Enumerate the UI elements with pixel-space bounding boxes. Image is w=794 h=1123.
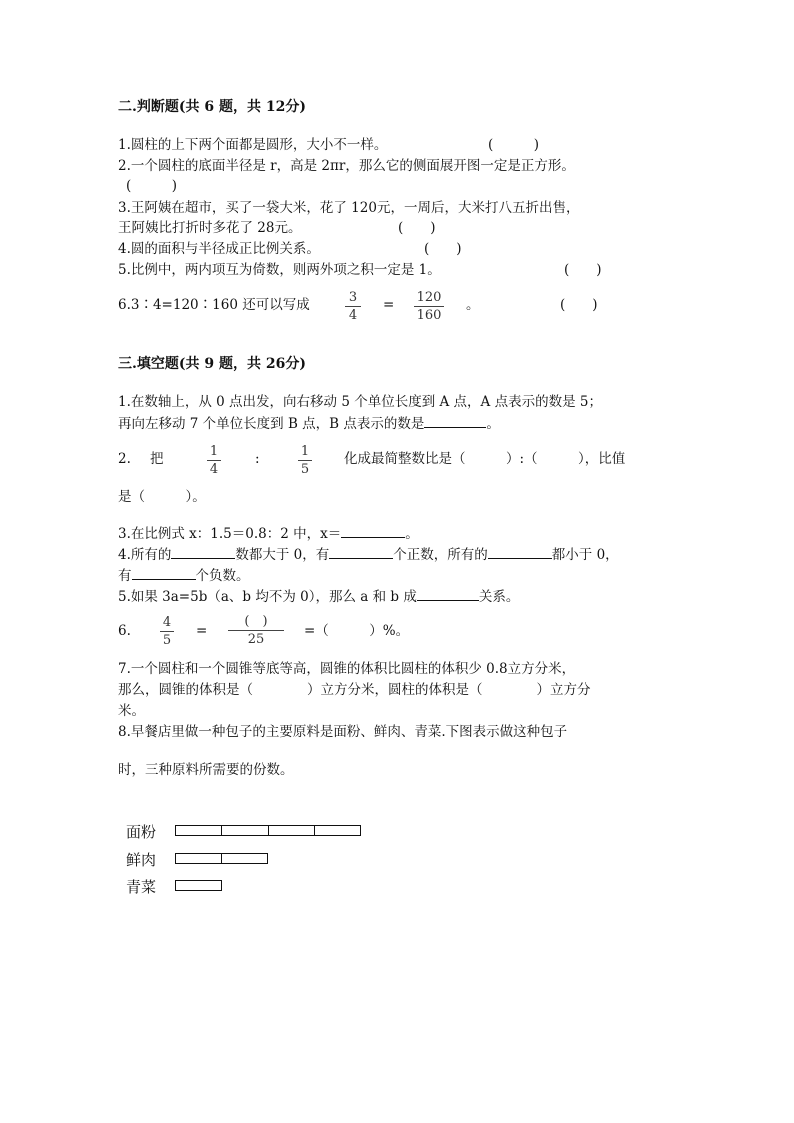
s2-q6-end: 。	[466, 297, 480, 313]
s3-q6-fraction-2	[228, 614, 284, 647]
chart-bar-segment	[222, 854, 267, 863]
s3-q1-line1: 1.在数轴上，从 0 点出发，向右移动 5 个单位长度到 A 点，A 点表示的数是 5；	[118, 394, 602, 410]
s3-q6-fraction-1	[160, 615, 174, 648]
s3-q2-tail: 化成最简整数比是（ ）:（ ），比值	[344, 451, 626, 467]
s3-q4-part-f: 个负数。	[195, 568, 250, 584]
s3-q3	[118, 524, 419, 543]
s3-q2-number: 2.	[118, 451, 131, 467]
chart-bar-segment	[315, 826, 360, 835]
s2-q5-answer[interactable]: ( )	[564, 262, 602, 278]
s2-q3-line1: 3.王阿姨在超市，买了一袋大米，花了 120元，一周后，大米打八五折出售，	[118, 200, 580, 216]
section3-title: 三.填空题(共 9 题，共 26分)	[118, 356, 306, 372]
chart-bar	[175, 825, 361, 836]
answer-blank[interactable]	[132, 566, 196, 580]
s2-q2-answer[interactable]: ( )	[126, 178, 178, 194]
chart-bar-segment	[222, 826, 268, 835]
s2-q3-line2: 王阿姨比打折时多花了 28元。	[118, 220, 302, 236]
s2-q1	[118, 136, 387, 154]
s3-q7-line1: 7.一个圆柱和一个圆锥等底等高，圆锥的体积比圆柱的体积少 0.8立方分米，	[118, 661, 576, 677]
chart-bar-segment	[269, 826, 315, 835]
answer-blank[interactable]	[171, 545, 235, 559]
fraction-denominator: 4	[209, 462, 219, 477]
s3-q2-colon: :	[255, 451, 260, 467]
fraction-numerator[interactable]: ( )	[244, 614, 268, 629]
s3-q2-ba: 把	[150, 451, 164, 467]
s3-q7-line3: 米。	[118, 703, 145, 719]
fraction-numerator: 1	[209, 444, 219, 459]
fraction-denominator: 4	[348, 308, 358, 323]
answer-blank[interactable]	[424, 414, 486, 428]
s3-q1-text: 再向左移动 7 个单位长度到 B 点，B 点表示的数是	[118, 416, 425, 432]
s3-q4-line1	[118, 545, 619, 564]
s3-q4-part-d: 都小于 0，	[551, 547, 619, 563]
s2-q6-fraction-2	[414, 290, 444, 323]
s3-q6-equals: =	[196, 623, 208, 639]
chart-bar-segment	[176, 826, 222, 835]
s2-q1-text: 1.圆柱的上下两个面都是圆形，大小不一样。	[118, 137, 388, 153]
s3-q2-fraction-2	[298, 444, 312, 477]
s3-q6-number: 6.	[118, 623, 131, 639]
s3-q2-fraction-1	[207, 444, 221, 477]
fraction-numerator: 4	[162, 615, 172, 630]
chart-category-label: 面粉	[126, 823, 157, 841]
fraction-denominator: 25	[247, 632, 265, 647]
fraction-denominator: 5	[162, 633, 172, 648]
s2-q6-text: 6.3∶4=120∶160 还可以写成	[118, 297, 310, 313]
s2-q3-answer[interactable]: ( )	[398, 220, 436, 236]
s3-q4-part-b: 数都大于 0，有	[235, 547, 330, 563]
s2-q5-text: 5.比例中，两内项互为倚数，则两外项之积一定是 1。	[118, 262, 441, 278]
fraction-denominator: 5	[300, 462, 310, 477]
chart-bar-segment	[176, 854, 222, 863]
s3-q4-part-e: 有	[118, 568, 132, 584]
s3-q5	[118, 587, 519, 606]
s3-q5-text: 5.如果 3a=5b（a、b 均不为 0），那么 a 和 b 成	[118, 589, 417, 605]
chart-category-label: 鲜肉	[126, 850, 157, 869]
s3-q7-line2: 那么，圆锥的体积是（ ）立方分米，圆柱的体积是（ ）立方分	[118, 682, 591, 698]
s3-q4-line2	[118, 566, 250, 585]
s3-q6-tail: =（ ）%。	[304, 623, 410, 639]
s3-q5-end: 关系。	[478, 589, 520, 605]
chart-bar	[175, 853, 268, 864]
s2-q6-fraction-1	[345, 290, 361, 323]
fraction-numerator: 120	[416, 290, 442, 305]
s2-q6-equals: =	[383, 297, 395, 313]
s2-q4-text: 4.圆的面积与半径成正比例关系。	[118, 241, 320, 257]
s3-q4-part-c: 个正数，所有的	[393, 547, 488, 563]
chart-bar-segment	[176, 881, 221, 890]
answer-blank[interactable]	[488, 545, 552, 559]
s2-q6-answer[interactable]: ( )	[560, 297, 598, 313]
s2-q2-text: 2.一个圆柱的底面半径是 r，高是 2πr，那么它的侧面展开图一定是正方形。	[118, 158, 575, 174]
fraction-denominator: 160	[416, 308, 442, 323]
s2-q4-answer[interactable]: ( )	[424, 241, 462, 257]
section2-title: 二.判断题(共 6 题，共 12分)	[118, 99, 306, 115]
answer-blank[interactable]	[341, 524, 405, 538]
s3-q3-end: 。	[405, 526, 419, 542]
fraction-numerator: 1	[300, 444, 310, 459]
s3-q1-end: 。	[486, 416, 500, 432]
answer-blank[interactable]	[329, 545, 393, 559]
s3-q8-line1: 8.早餐店里做一种包子的主要原料是面粉、鲜肉、青菜.下图表示做这种包子	[118, 724, 568, 740]
s3-q2-line2: 是（ ）。	[118, 489, 206, 505]
answer-blank[interactable]	[417, 587, 479, 601]
s3-q8-line2: 时，三种原料所需要的份数。	[118, 762, 294, 778]
s2-q1-answer[interactable]: ( )	[488, 137, 540, 153]
s3-q4-part-a: 4.所有的	[118, 547, 172, 563]
fraction-numerator: 3	[348, 290, 358, 305]
s3-q3-text: 3.在比例式 x：1.5＝0.8：2 中，x＝	[118, 526, 342, 542]
s3-q1-line2	[118, 414, 500, 433]
chart-category-label: 青菜	[126, 878, 157, 896]
chart-bar	[175, 880, 222, 891]
